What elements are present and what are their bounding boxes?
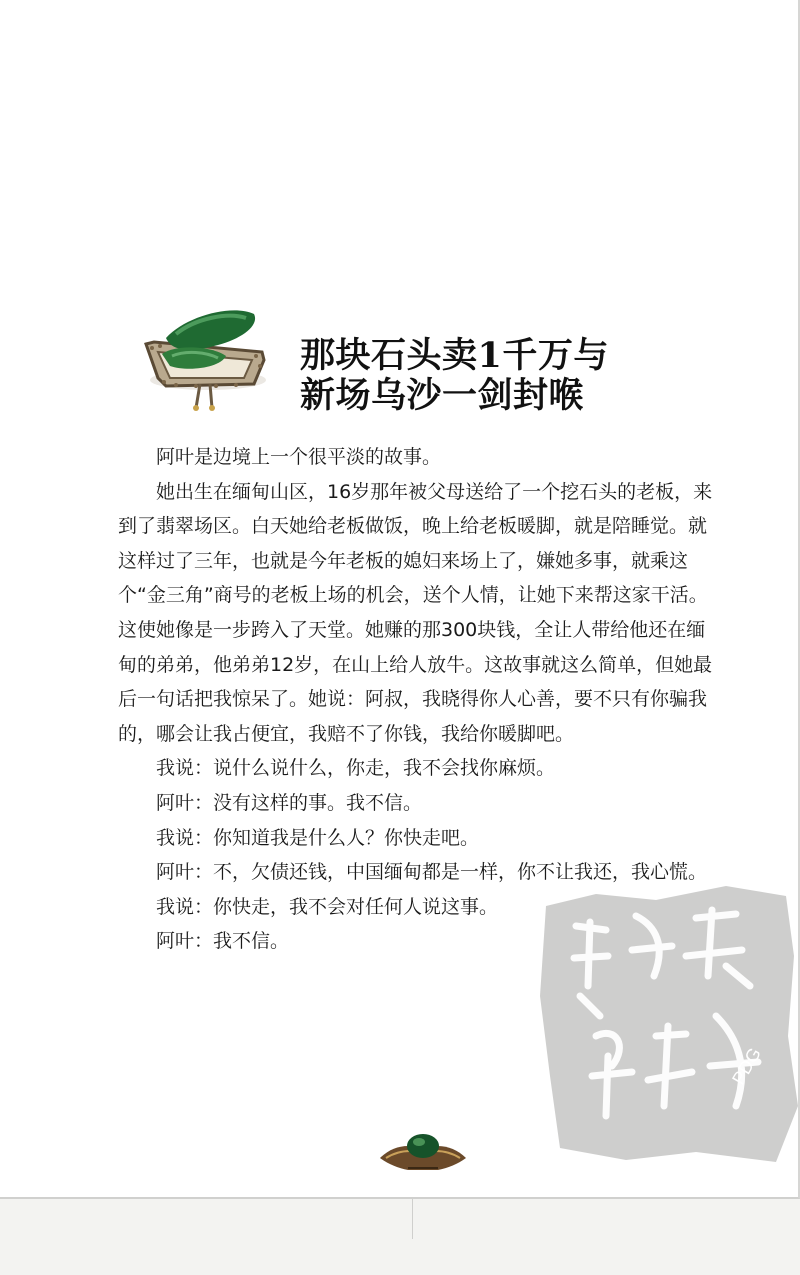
paragraph: 我说：说什么说什么，你走，我不会找你麻烦。	[156, 757, 556, 780]
paragraph: 我说：你快走，我不会对任何人说这事。	[156, 895, 499, 918]
library-seal-icon	[536, 866, 800, 1166]
watermark-label: PDG	[728, 1044, 765, 1088]
paragraph: 阿叶是边境上一个很平淡的故事。	[156, 446, 442, 468]
paragraph: 我说：你知道我是什么人？你快走吧。	[156, 826, 480, 849]
paragraph: 阿叶：我不信。	[156, 930, 290, 953]
scan-margin	[0, 1199, 800, 1275]
scan-fold-line	[412, 1199, 413, 1239]
jade-jewelry-icon	[136, 296, 276, 412]
chapter-title-line-2: 新场乌沙一剑封喉	[300, 375, 585, 416]
paragraph: 阿叶：不，欠债还钱，中国缅甸都是一样，你不让我还，我心慌。	[156, 861, 708, 884]
chapter-title	[300, 336, 660, 416]
paragraph: 她出生在缅甸山区，16岁那年被父母送给了一个挖石头的老板，来到了翡翠场区。白天她给老板做饭，晚上给老板暖脚，就是陪睡觉。就这样过了三年，也就是今年老板的媳妇来场上了，嫌她多事，就乘这个“金三角”商号的老板上场的机会，送个人情，让她下来帮这家干活。这使她像是一步跨入了天堂。她赚的那300块钱，全让人带给他还在缅甸的弟弟，他弟弟12岁，在山上给人放牛。这故事就这么简单，但她最后一句话把我惊呆了。她说：阿叔，我晓得你人心善，要不只有你骗我的，哪会让我占便宜，我赔不了你钱，我给你暖脚吧。	[118, 480, 713, 745]
jade-ornament-icon	[378, 1120, 468, 1176]
paragraph: 阿叶：没有这样的事。我不信。	[156, 791, 423, 814]
chapter-title-line-1: 那块石头卖1千万与	[300, 335, 609, 376]
